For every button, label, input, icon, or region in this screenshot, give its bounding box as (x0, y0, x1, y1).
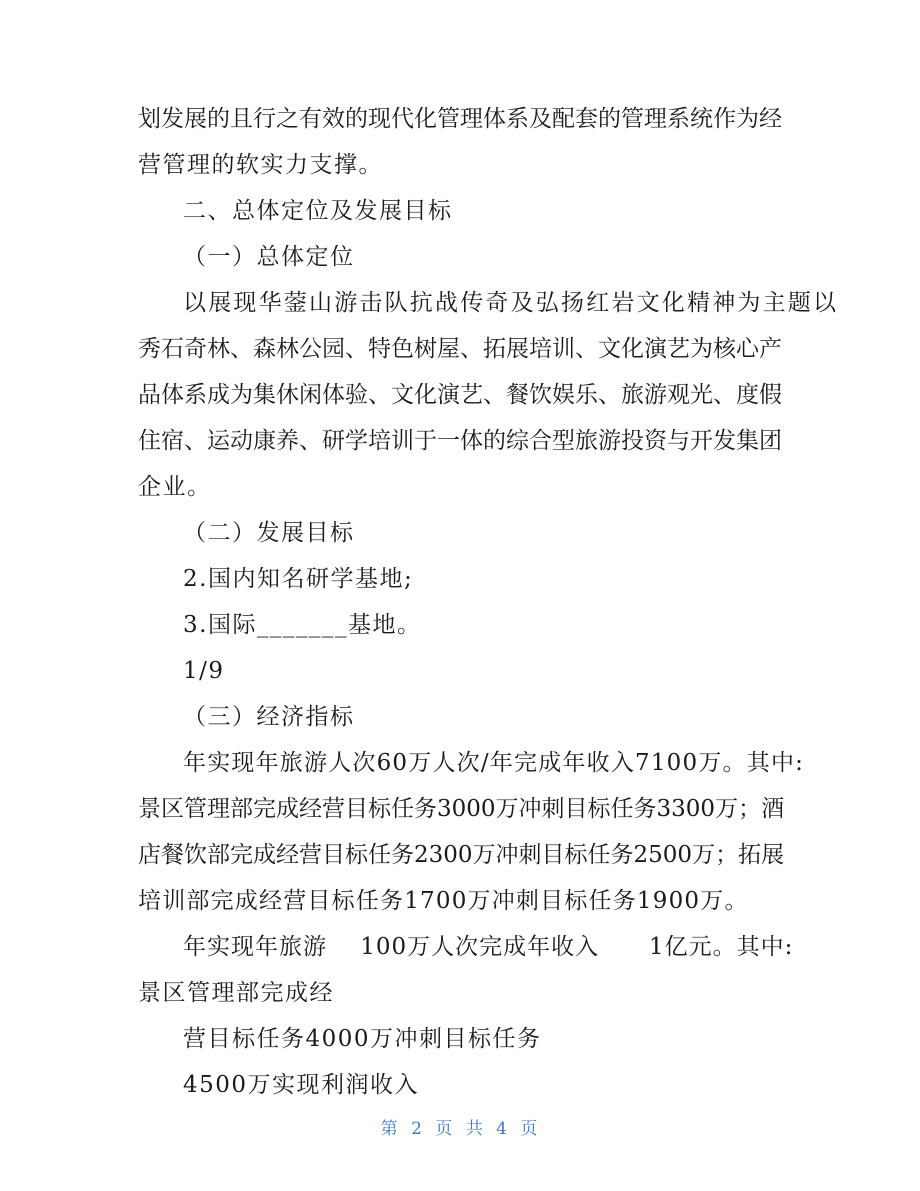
economic-line-4: 4500万实现利润收入 (183, 1072, 420, 1098)
economic-paragraph-2-line-1: 年实现年旅游 100万人次完成年收入 1亿元。其中: (183, 934, 794, 960)
economic-paragraph-2-line-2: 景区管理部完成经 (138, 980, 334, 1006)
section-two-heading: 二、总体定位及发展目标 (183, 198, 453, 224)
positioning-paragraph-line-1: 以展现华蓥山游击队抗战传奇及弘扬红岩文化精神为主题以 (183, 290, 839, 316)
positioning-paragraph-line-2: 秀石奇林、森林公园、特色树屋、拓展培训、文化演艺为核心产 (138, 336, 782, 362)
goal-item-2: 2.国内知名研学基地; (183, 566, 414, 592)
positioning-paragraph-line-3: 品体系成为集休闲体验、文化演艺、餐饮娱乐、旅游观光、度假 (138, 382, 782, 408)
economic-paragraph-1-line-1: 年实现年旅游人次60万人次/年完成年收入7100万。其中: (183, 750, 805, 776)
goal-item-3: 3.国际_______基地。 (183, 612, 422, 638)
intro-paragraph-line-2: 营管理的软实力支撑。 (138, 152, 383, 178)
positioning-paragraph-line-5: 企业。 (138, 474, 212, 500)
subsection-two-heading: （二）发展目标 (183, 520, 355, 546)
page-marker: 1/9 (183, 658, 225, 684)
intro-paragraph-line-1: 划发展的且行之有效的现代化管理体系及配套的管理系统作为经 (138, 106, 782, 132)
positioning-paragraph-line-4: 住宿、运动康养、研学培训于一体的综合型旅游投资与开发集团 (138, 428, 782, 454)
economic-line-3: 营目标任务4000万冲刺目标任务 (183, 1026, 542, 1052)
economic-paragraph-1-line-3: 店餐饮部完成经营目标任务2300万冲刺目标任务2500万；拓展 (138, 842, 785, 868)
subsection-one-heading: （一）总体定位 (183, 244, 355, 270)
economic-paragraph-1-line-2: 景区管理部完成经营目标任务3000万冲刺目标任务3300万；酒 (138, 796, 785, 822)
page-footer: 第 2 页 共 4 页 (380, 1119, 540, 1139)
economic-paragraph-1-line-4: 培训部完成经营目标任务1700万冲刺目标任务1900万。 (138, 888, 749, 914)
subsection-three-heading: （三）经济指标 (183, 704, 355, 730)
